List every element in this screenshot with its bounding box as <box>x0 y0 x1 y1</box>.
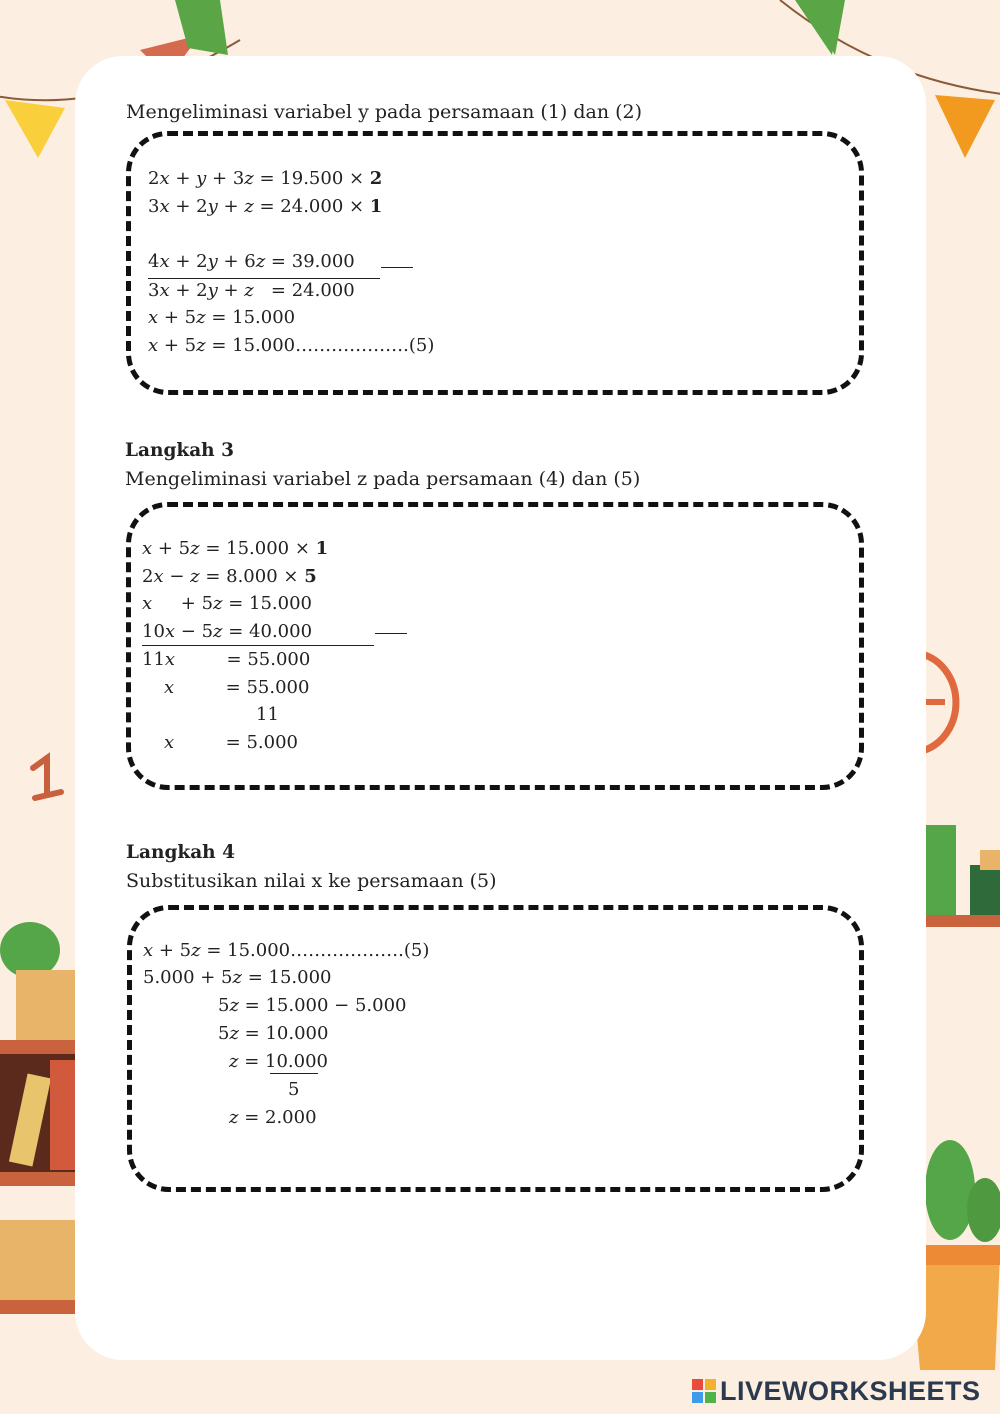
section4-line-6: 5 <box>288 1079 300 1100</box>
section4-line-4: 5𝑧 = 10.000 <box>218 1023 329 1044</box>
section3-underline <box>142 645 374 646</box>
section3-line-4: 10𝑥 − 5𝑧 = 40.000 <box>142 621 313 642</box>
section3-line-1: 𝑥 + 5𝑧 = 15.000 × 1 <box>142 538 329 559</box>
section4-title: Langkah 4 <box>126 842 235 863</box>
section4-line-5: 𝑧 = 10.000 <box>229 1051 328 1072</box>
liveworksheets-brand: LIVEWORKSHEETS <box>720 1376 981 1406</box>
section4-intro: Substitusikan nilai x ke persamaan (5) <box>126 870 497 892</box>
section3-line-6: 𝑥 = 55.000 <box>164 677 310 698</box>
section3-line-8: 𝑥 = 5.000 <box>164 732 298 753</box>
section2-line-5: 𝑥 + 5𝑧 = 15.000 <box>148 307 296 328</box>
section3-title: Langkah 3 <box>125 440 234 461</box>
section2-underline <box>148 278 380 279</box>
section3-line-7: 11 <box>256 704 279 725</box>
section3-line-5: 11𝑥 = 55.000 <box>142 649 311 670</box>
liveworksheets-logo-icon <box>692 1379 716 1403</box>
bookshelf-plant-decoration-left <box>0 900 80 1320</box>
section4-line-7: 𝑧 = 2.000 <box>229 1107 317 1128</box>
clock-decoration <box>920 650 980 760</box>
subtraction-rule <box>375 633 407 634</box>
section4-line-1: 𝑥 + 5𝑧 = 15.000……………….(5) <box>143 940 430 961</box>
section3-line-2: 2𝑥 − 𝑧 = 8.000 × 5 <box>142 566 317 587</box>
section4-line-3: 5𝑧 = 15.000 − 5.000 <box>218 995 407 1016</box>
section3-line-3: 𝑥 + 5𝑧 = 15.000 <box>142 593 313 614</box>
section2-intro: Mengeliminasi variabel y pada persamaan (1) dan (2) <box>126 101 643 123</box>
section2-line-3: 4𝑥 + 2𝑦 + 6𝑧 = 39.000 <box>148 251 355 272</box>
section2-line-4: 3𝑥 + 2𝑦 + 𝑧 = 24.000 <box>148 280 355 301</box>
section2-line-2: 3𝑥 + 2𝑦 + 𝑧 = 24.000 × 1 <box>148 196 383 217</box>
subtraction-rule <box>381 267 413 268</box>
section3-intro: Mengeliminasi variabel z pada persamaan (4) dan (5) <box>125 468 641 490</box>
section2-line-1: 2𝑥 + 𝑦 + 3𝑧 = 19.500 × 2 <box>148 168 383 189</box>
fraction-bar <box>270 1073 318 1074</box>
bookshelf-decoration-right <box>920 820 1000 950</box>
section4-line-2: 5.000 + 5𝑧 = 15.000 <box>143 967 332 988</box>
number-one-decoration <box>25 750 75 810</box>
section2-line-6: 𝑥 + 5𝑧 = 15.000……………….(5) <box>148 335 435 356</box>
